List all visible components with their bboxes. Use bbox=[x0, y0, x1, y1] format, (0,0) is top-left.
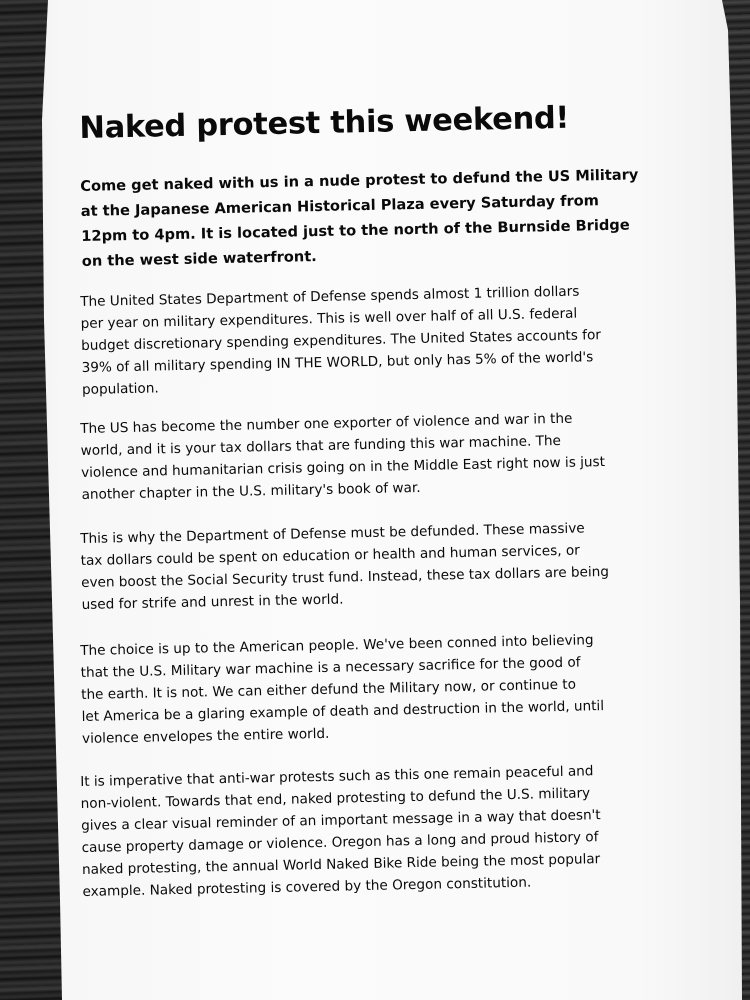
lead-line: Come get naked with us in a nude protest to defund the US Military bbox=[80, 166, 639, 195]
paragraph-line: 39% of all military spending IN THE WORLD, but only has 5% of the world's bbox=[81, 349, 594, 376]
paragraph-peaceful-protest bbox=[80, 759, 643, 903]
paragraph-line: world, and it is your tax dollars that are funding this war machine. The bbox=[80, 432, 562, 459]
paragraph-exporter-of-violence bbox=[80, 406, 642, 506]
paragraph-line: naked protesting, the annual World Naked Bike Ride being the most popular bbox=[81, 851, 601, 878]
paragraph-line: per year on military expenditures. This is well over half of all U.S. federal bbox=[80, 305, 578, 332]
paragraph-line: used for strife and unrest in the world. bbox=[81, 591, 344, 613]
paragraph-defense-spending bbox=[80, 279, 642, 401]
paragraph-line: another chapter in the U.S. military's book of war. bbox=[81, 479, 421, 503]
flyer-title: Naked protest this weekend! bbox=[79, 100, 570, 146]
paragraph-line: even boost the Social Security trust fund. Instead, these tax dollars are being bbox=[80, 563, 610, 591]
paragraph-line: let America be a glaring example of death and destruction in the world, until bbox=[81, 698, 605, 725]
paragraph-line: cause property damage or violence. Oregon has a long and proud history of bbox=[81, 829, 599, 856]
paragraph-line: It is imperative that anti-war protests such as this one remain peaceful and bbox=[80, 763, 594, 790]
paragraph-line: The US has become the number one exporter of violence and war in the bbox=[80, 410, 573, 437]
lead-paragraph bbox=[80, 162, 644, 274]
paragraph-line: tax dollars could be spent on education or health and human services, or bbox=[80, 542, 580, 569]
paragraph-line: This is why the Department of Defense must be defunded. These massive bbox=[80, 520, 585, 547]
paragraph-line: example. Naked protesting is covered by the Oregon constitution. bbox=[82, 874, 532, 900]
lead-line: on the west side waterfront. bbox=[81, 248, 317, 270]
paragraph-defund bbox=[80, 516, 642, 616]
paragraph-line: violence and humanitarian crisis going on in the Middle East right now is just bbox=[80, 454, 606, 481]
lead-line: at the Japanese American Historical Plaza every Saturday from bbox=[80, 192, 600, 220]
paragraph-line: violence envelopes the entire world. bbox=[81, 725, 330, 747]
lead-line: 12pm to 4pm. It is located just to the north of the Burnside Bridge bbox=[81, 216, 630, 245]
paragraph-choice bbox=[80, 628, 642, 750]
paragraph-line: The choice is up to the American people. We've been conned into believing bbox=[80, 632, 594, 659]
paragraph-line: The United States Department of Defense spends almost 1 trillion dollars bbox=[80, 283, 580, 310]
paragraph-line: that the U.S. Military war machine is a necessary sacrifice for the good of bbox=[80, 654, 581, 681]
paragraph-line: non-violent. Towards that end, naked protesting to defund the U.S. military bbox=[80, 785, 591, 812]
paragraph-line: budget discretionary spending expenditures. The United States accounts for bbox=[80, 327, 602, 354]
paragraph-line: gives a clear visual reminder of an important message in a way that doesn't bbox=[80, 807, 601, 834]
paragraph-line: the earth. It is not. We can either defund the Military now, or continue to bbox=[80, 676, 577, 703]
paragraph-line: population. bbox=[81, 380, 159, 398]
